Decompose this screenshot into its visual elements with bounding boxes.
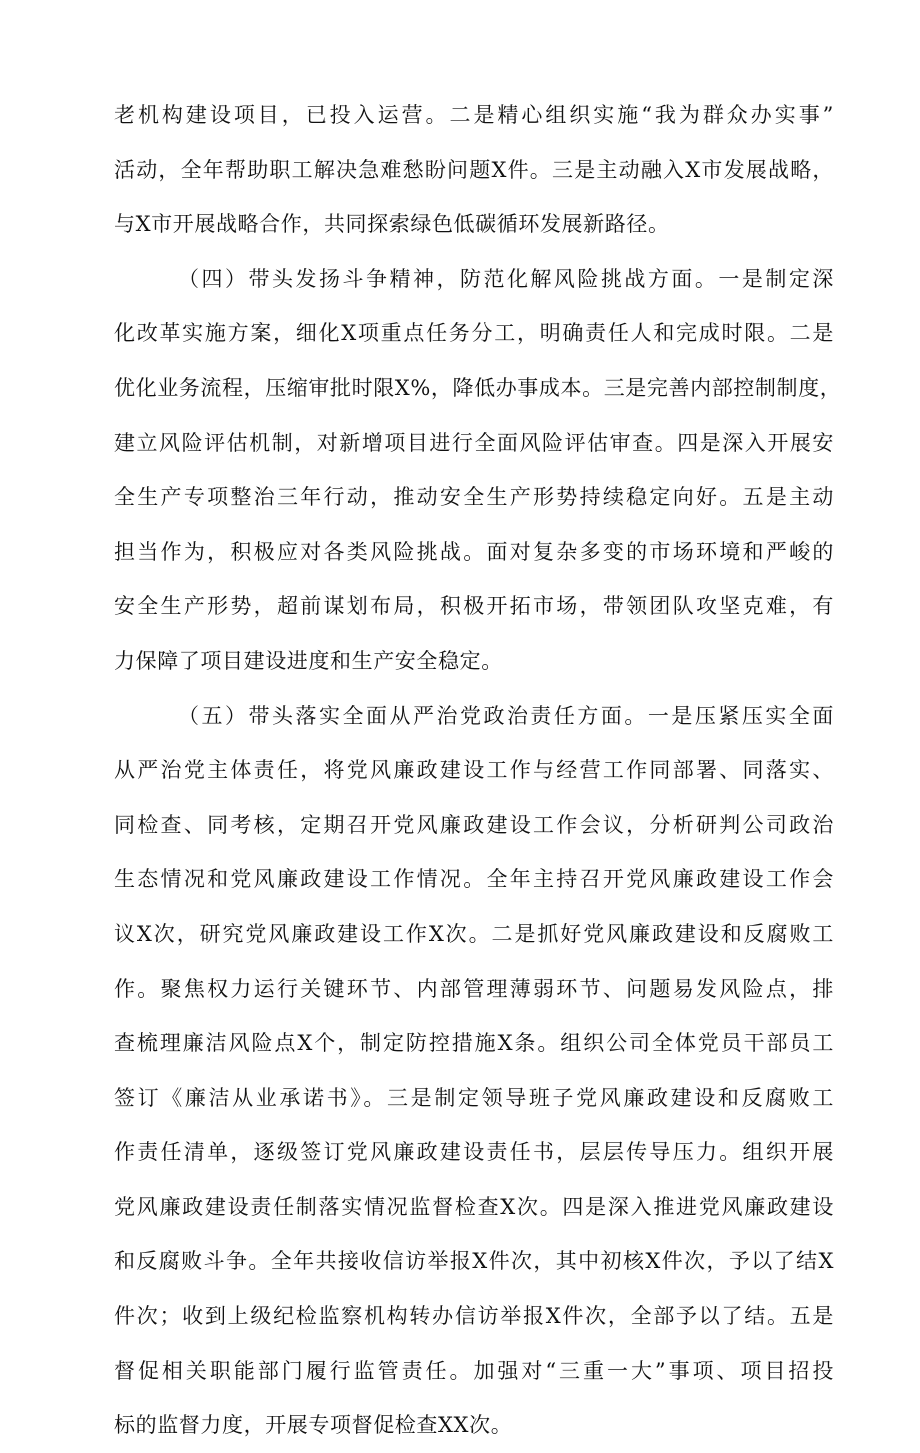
text-line: 安全生产形势，超前谋划布局，积极开拓市场，带领团队攻坚克难，有	[114, 594, 834, 619]
text-line: 老机构建设项目，已投入运营。二是精心组织实施“我为群众办实事”	[114, 103, 834, 127]
text-line: 督促相关职能部门履行监管责任。加强对“三重一大”事项、项目招投	[114, 1358, 834, 1383]
text-line: 从严治党主体责任，将党风廉政建设工作与经营工作同部署、同落实、	[114, 758, 834, 783]
text-line: 党风廉政建设责任制落实情况监督检查X次。四是深入推进党风廉政建设	[114, 1194, 834, 1219]
text-line: 标的监督力度，开展专项督促检查XX次。	[114, 1413, 513, 1438]
text-line: 和反腐败斗争。全年共接收信访举报X件次，其中初核X件次，予以了结X	[114, 1249, 834, 1274]
text-line: 化改革实施方案，细化X项重点任务分工，明确责任人和完成时限。二是	[114, 321, 834, 346]
text-line: 作责任清单，逐级签订党风廉政建设责任书，层层传导压力。组织开展	[114, 1140, 834, 1165]
text-line: 担当作为，积极应对各类风险挑战。面对复杂多变的市场环境和严峻的	[114, 539, 834, 564]
text-line: 建立风险评估机制，对新增项目进行全面风险评估审查。四是深入开展安	[114, 430, 834, 455]
text-line: 件次；收到上级纪检监察机构转办信访举报X件次，全部予以了结。五是	[114, 1304, 834, 1329]
text-line: 议X次，研究党风廉政建设工作X次。二是抓好党风廉政建设和反腐败工	[114, 921, 834, 946]
section-heading-line: （四）带头发扬斗争精神，防范化解风险挑战方面。一是制定深	[178, 266, 834, 291]
section-heading-line: （五）带头落实全面从严治党政治责任方面。一是压紧压实全面	[178, 703, 834, 728]
text-line: 力保障了项目建设进度和生产安全稳定。	[114, 648, 503, 673]
text-line: 与X市开展战略合作，共同探索绿色低碳循环发展新路径。	[114, 212, 670, 237]
text-line: 查梳理廉洁风险点X个，制定防控措施X条。组织公司全体党员干部员工	[114, 1031, 834, 1056]
text-line: 优化业务流程，压缩审批时限X%，降低办事成本。三是完善内部控制制度，	[114, 375, 842, 400]
text-line: 生态情况和党风廉政建设工作情况。全年主持召开党风廉政建设工作会	[114, 867, 834, 892]
text-line: 活动，全年帮助职工解决急难愁盼问题X件。三是主动融入X市发展战略，	[114, 157, 834, 182]
text-line: 作。聚焦权力运行关键环节、内部管理薄弱环节、问题易发风险点，排	[114, 976, 834, 1001]
text-line: 同检查、同考核，定期召开党风廉政建设工作会议，分析研判公司政治	[114, 812, 834, 837]
text-line: 全生产专项整治三年行动，推动安全生产形势持续稳定向好。五是主动	[114, 485, 834, 510]
text-line: 签订《廉洁从业承诺书》。三是制定领导班子党风廉政建设和反腐败工	[114, 1085, 834, 1110]
body-text	[114, 88, 842, 1453]
